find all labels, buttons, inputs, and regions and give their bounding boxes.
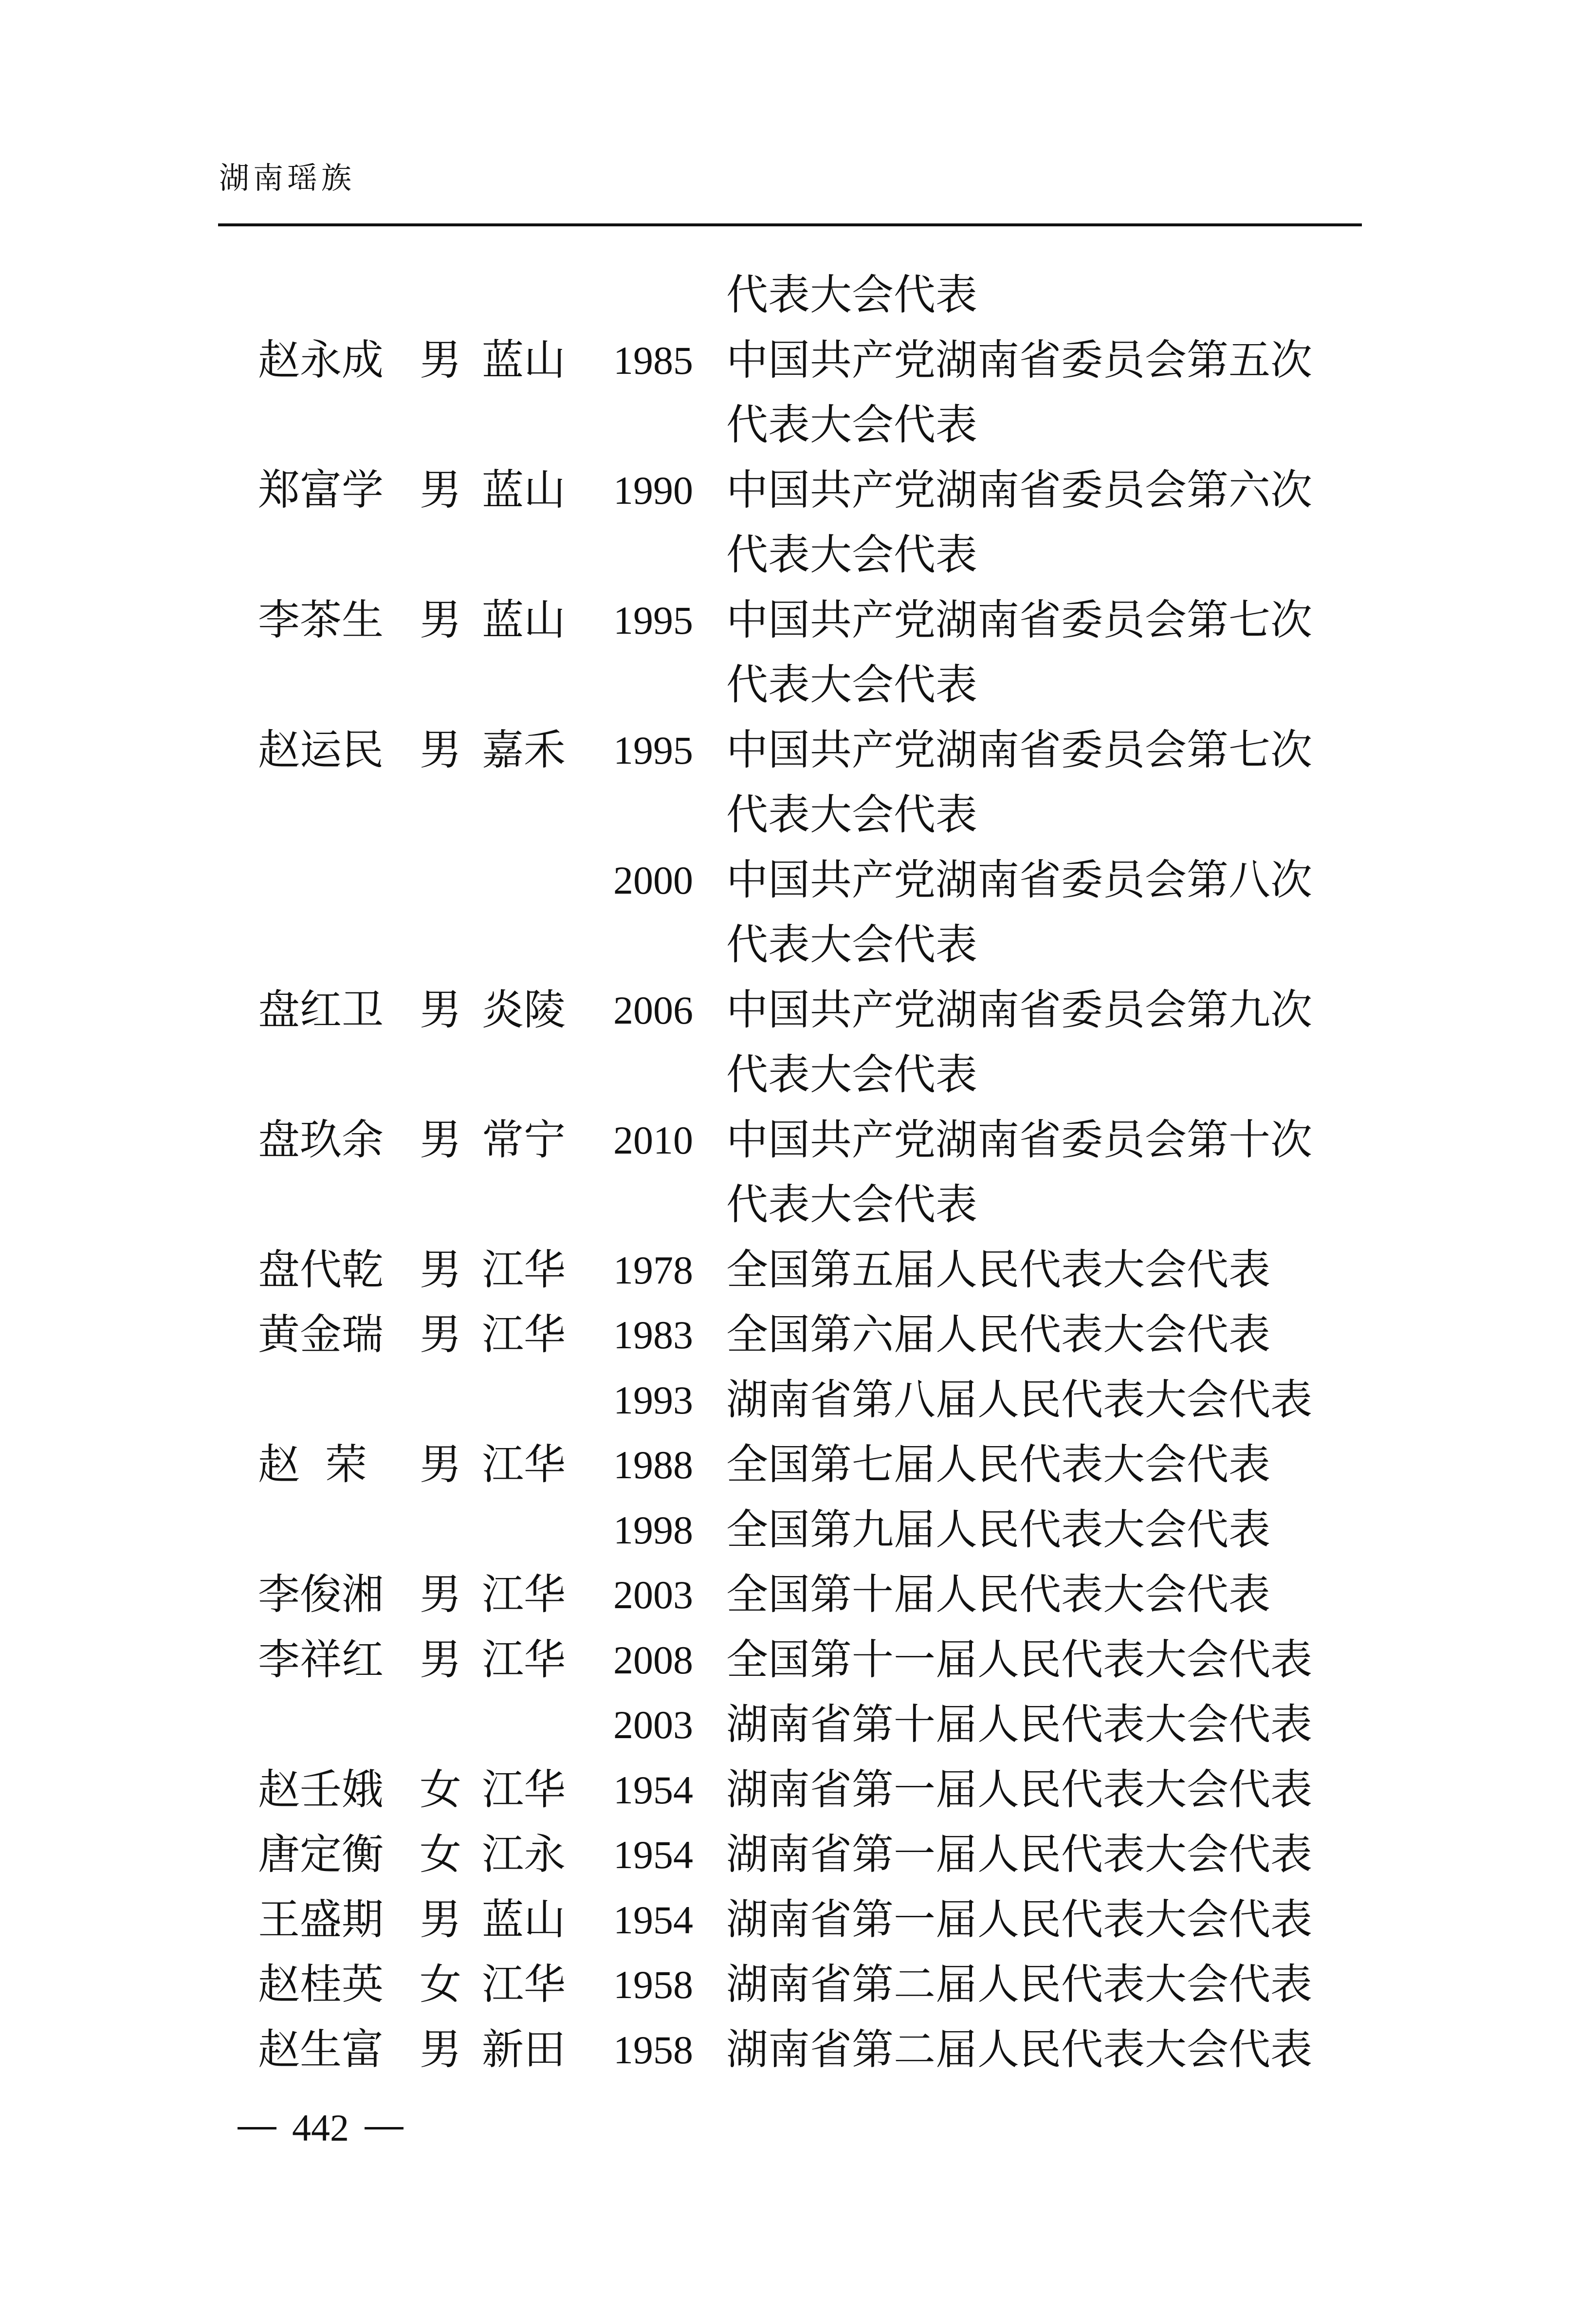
footer-left-dash [238,2127,276,2129]
elected-year: 2006 [613,988,693,1032]
person-gender: 女 [420,1830,461,1879]
person-county: 新田 [482,2025,566,2074]
elected-year: 2010 [613,1118,693,1162]
person-name: 赵壬娥 [258,1765,384,1814]
header-rule [218,223,1362,226]
list-row [0,1822,1596,1888]
person-name: 黄金瑞 [258,1310,384,1359]
representative-title: 中国共产党湖南省委员会第八次 [726,855,1312,904]
person-gender: 男 [420,1115,461,1164]
representative-title: 湖南省第二届人民代表大会代表 [726,1960,1312,2009]
list-row [0,1562,1596,1628]
elected-year: 2000 [613,858,693,902]
person-gender: 男 [420,1245,461,1294]
person-name: 赵生富 [258,2025,384,2074]
person-county: 江华 [482,1310,566,1359]
person-name: 赵运民 [258,725,384,774]
list-row [0,1498,1596,1563]
footer-right-dash [365,2127,404,2129]
representative-title: 中国共产党湖南省委员会第五次 [726,335,1312,385]
representative-title: 湖南省第二届人民代表大会代表 [726,2025,1312,2074]
representative-title: 全国第五届人民代表大会代表 [726,1245,1270,1294]
person-county: 蓝山 [482,595,566,644]
representative-title: 代表大会代表 [726,271,977,319]
person-name: 李俊湘 [258,1570,384,1619]
person-gender: 男 [420,1895,461,1944]
representative-title: 湖南省第十届人民代表大会代表 [726,1700,1312,1749]
list-row [0,1368,1596,1433]
person-gender: 女 [420,1765,461,1814]
list-row [0,1303,1596,1368]
list-row [0,588,1596,653]
list-row [0,523,1596,588]
elected-year: 1954 [613,1897,693,1942]
representative-title: 代表大会代表 [726,531,977,579]
elected-year: 1993 [613,1377,693,1422]
page-number: 442 [292,2107,349,2149]
person-gender: 男 [420,1635,461,1684]
person-county: 江华 [482,1440,566,1489]
list-row [0,263,1596,328]
person-name: 赵桂英 [258,1960,384,2009]
list-row [0,783,1596,848]
elected-year: 1954 [613,1833,693,1877]
representative-title: 全国第六届人民代表大会代表 [726,1310,1270,1359]
person-county: 江华 [482,1245,566,1294]
representative-title: 代表大会代表 [726,1180,977,1229]
list-row [0,458,1596,523]
representative-title: 中国共产党湖南省委员会第七次 [726,725,1312,774]
person-county: 炎陵 [482,985,566,1034]
person-gender: 男 [420,335,461,385]
representative-title: 湖南省第一届人民代表大会代表 [726,1765,1312,1814]
representative-title: 代表大会代表 [726,1050,977,1099]
person-county: 江华 [482,1570,566,1619]
person-county: 蓝山 [482,465,566,514]
representative-title: 代表大会代表 [726,401,977,449]
representative-title: 中国共产党湖南省委员会第九次 [726,985,1312,1034]
representative-title: 湖南省第八届人民代表大会代表 [726,1375,1312,1424]
elected-year: 1958 [613,1963,693,2007]
elected-year: 1998 [613,1507,693,1552]
person-gender: 男 [420,725,461,774]
representative-title: 全国第十一届人民代表大会代表 [726,1635,1312,1684]
representative-title: 代表大会代表 [726,661,977,709]
list-row [0,848,1596,913]
person-county: 常宁 [482,1115,566,1164]
representative-title: 代表大会代表 [726,790,977,839]
representative-title: 全国第九届人民代表大会代表 [726,1505,1270,1554]
list-row [0,2018,1596,2083]
list-row [0,718,1596,783]
person-name: 李祥红 [258,1635,384,1684]
person-name: 盘代乾 [258,1245,384,1294]
elected-year: 1990 [613,468,693,513]
person-gender: 男 [420,595,461,644]
person-county: 江永 [482,1830,566,1879]
list-row [0,1952,1596,2018]
person-name: 唐定衡 [258,1830,384,1879]
list-row [0,1108,1596,1173]
representative-title: 湖南省第一届人民代表大会代表 [726,1830,1312,1879]
list-row [0,1628,1596,1693]
person-county: 蓝山 [482,335,566,385]
person-gender: 男 [420,1570,461,1619]
list-row [0,393,1596,458]
person-gender: 男 [420,1440,461,1489]
representative-title: 湖南省第一届人民代表大会代表 [726,1895,1312,1944]
list-row [0,1758,1596,1823]
person-county: 蓝山 [482,1895,566,1944]
person-gender: 男 [420,465,461,514]
representative-title: 中国共产党湖南省委员会第十次 [726,1115,1312,1164]
person-gender: 女 [420,1960,461,2009]
list-row [0,1238,1596,1303]
person-name: 盘红卫 [258,985,384,1034]
elected-year: 1995 [613,598,693,642]
person-gender: 男 [420,1310,461,1359]
person-county: 江华 [482,1635,566,1684]
representative-list [0,263,1596,2082]
list-row [0,913,1596,978]
list-row [0,978,1596,1043]
elected-year: 1985 [613,338,693,383]
list-row [0,328,1596,393]
elected-year: 1995 [613,728,693,772]
elected-year: 1954 [613,1767,693,1812]
representative-title: 中国共产党湖南省委员会第六次 [726,465,1312,514]
running-header-title: 湖南瑶族 [219,160,356,196]
list-row [0,1432,1596,1498]
person-name: 郑富学 [258,465,384,514]
list-row [0,1043,1596,1108]
list-row [0,1173,1596,1238]
person-county: 江华 [482,1765,566,1814]
person-county: 嘉禾 [482,725,566,774]
person-gender: 男 [420,2025,461,2074]
representative-title: 全国第十届人民代表大会代表 [726,1570,1270,1619]
representative-title: 代表大会代表 [726,920,977,969]
person-name: 赵荣 [258,1440,392,1489]
elected-year: 1983 [613,1313,693,1357]
elected-year: 1958 [613,2027,693,2072]
elected-year: 2003 [613,1703,693,1747]
representative-title: 全国第七届人民代表大会代表 [726,1440,1270,1489]
representative-title: 中国共产党湖南省委员会第七次 [726,595,1312,644]
person-name: 赵永成 [258,335,384,385]
list-row [0,653,1596,718]
person-name: 盘玖余 [258,1115,384,1164]
elected-year: 1988 [613,1443,693,1487]
list-row [0,1692,1596,1758]
page-footer [238,2105,404,2147]
elected-year: 2008 [613,1637,693,1682]
elected-year: 2003 [613,1573,693,1617]
person-name: 王盛期 [258,1895,384,1944]
person-gender: 男 [420,985,461,1034]
elected-year: 1978 [613,1248,693,1292]
list-row [0,1888,1596,1953]
person-name: 李茶生 [258,595,384,644]
person-county: 江华 [482,1960,566,2009]
